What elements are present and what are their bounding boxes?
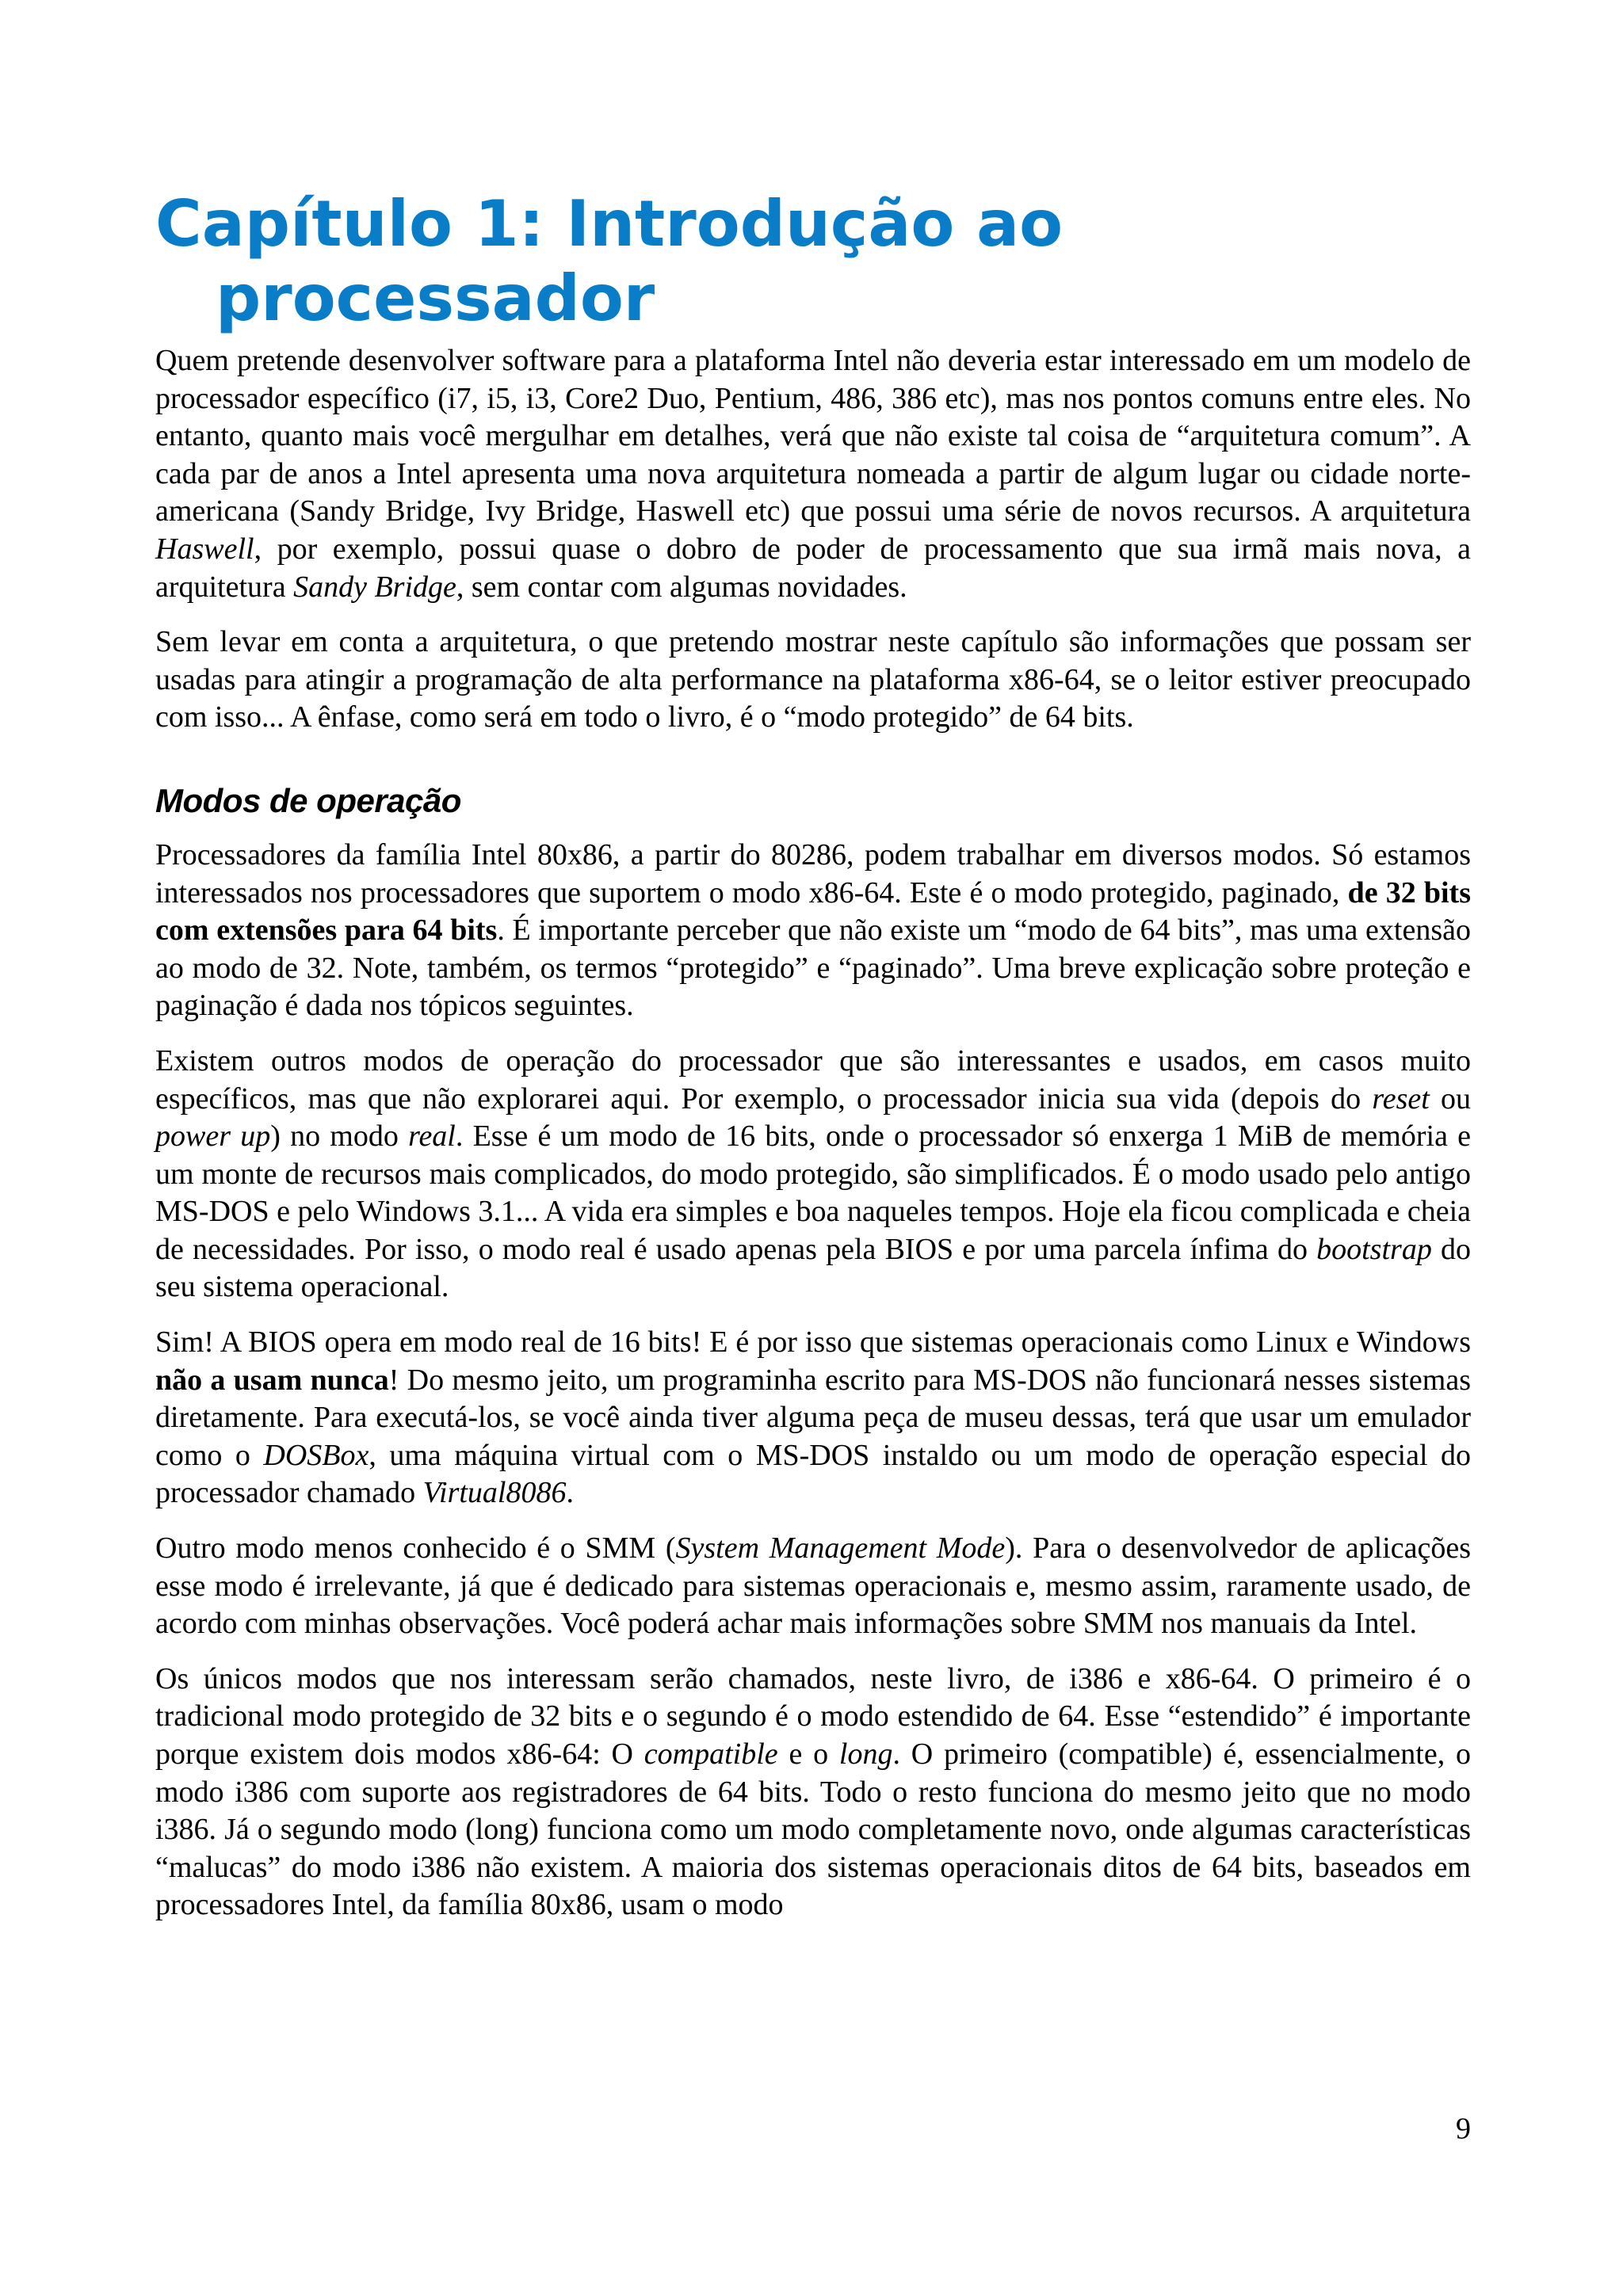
- text-run: Processadores da família Intel 80x86, a partir do 80286, podem trabalhar em diversos modos. Só estamos interessados nos processadores que suportem o modo x86-64. Este é o modo protegido, paginado,: [155, 837, 1471, 910]
- paragraph: [155, 1324, 1471, 1512]
- italic-text: DOSBox: [263, 1438, 369, 1472]
- text-run: , por exemplo, possui quase o dobro de poder de processamento que sua irmã mais nova, a arquitetura: [155, 532, 1471, 604]
- italic-text: real: [408, 1119, 456, 1154]
- paragraph: [155, 837, 1471, 1025]
- italic-text: power up: [155, 1119, 271, 1154]
- section-body: [155, 837, 1471, 1924]
- text-run: Sem levar em conta a arquitetura, o que pretendo mostrar neste capítulo são informações que possam ser usadas para atingir a programação de alta performance na plataforma x86-64, se o leitor estiver preocupado com isso... A ênfase, como será em todo o livro, é o “modo protegido” de 64 bits.: [155, 625, 1471, 734]
- text-run: Os únicos modos que nos interessam serão chamados, neste livro, de i386 e x86-64. O primeiro é o tradicional modo protegido de 32 bits e o segundo é o modo estendido de 64. Esse “estendido” é importante porque existem dois modos x86-64: O: [155, 1661, 1471, 1771]
- chapter-title: Capítulo 1: Introdução ao processador: [155, 187, 1064, 335]
- italic-text: long: [838, 1737, 893, 1771]
- bold-text: não a usam nunca: [155, 1363, 389, 1397]
- text-run: . Esse é um modo de 16 bits, onde o processador só enxerga 1 MiB de memória e um monte de recursos mais complicados, do modo protegido, são simplificados. É o modo usado pelo antigo MS-DOS e pelo Windows 3.1... A vida era simples e boa naqueles tempos. Hoje ela ficou complicada e cheia de necessidades. Por isso, o modo real é usado apenas pela BIOS e por uma parcela ínfima do: [155, 1119, 1472, 1266]
- bold-text: de 32 bits com extensões para 64 bits: [155, 875, 1471, 948]
- italic-text: System Management Mode: [675, 1531, 1006, 1566]
- text-run: ). Para o desenvolvedor de aplicações esse modo é irrelevante, já que é dedicado para sistemas operacionais e, mesmo assim, raramente usado, de acordo com minhas observações. Você poderá achar mais informações sobre SMM nos manuais da Intel.: [155, 1531, 1472, 1641]
- italic-text: reset: [1372, 1081, 1430, 1116]
- text-run: , uma máquina virtual com o MS-DOS instaldo ou um modo de operação especial do processador chamado: [155, 1438, 1471, 1510]
- italic-text: Virtual8086: [422, 1476, 567, 1510]
- intro-section: [155, 342, 1471, 737]
- text-run: Quem pretende desenvolver software para a plataforma Intel não deveria estar interessado em um modelo de processador específico (i7, i5, i3, Core2 Duo, Pentium, 486, 386 etc), mas nos pontos comuns entre eles. No entanto, quanto mais você mergulhar em detalhes, verá que não existe tal coisa de “arquitetura comum”. A cada par de anos a Intel apresenta uma nova arquitetura nomeada a partir de algum lugar ou cidade norte-americana (Sandy Bridge, Ivy Bridge, Haswell etc) que possui uma série de novos recursos. A arquitetura: [155, 344, 1471, 528]
- paragraph: [155, 1530, 1471, 1643]
- paragraph: [155, 1661, 1471, 1924]
- text-run: , sem contar com algumas novidades.: [456, 570, 907, 604]
- page-number: 9: [1456, 2112, 1471, 2145]
- italic-text: Haswell: [155, 532, 254, 566]
- text-run: Existem outros modos de operação do processador que são interessantes e usados, em casos muito específicos, mas que não explorarei aqui. Por exemplo, o processador inicia sua vida (depois do: [155, 1043, 1471, 1116]
- text-run: ou: [1429, 1081, 1472, 1116]
- text-run: Sim! A BIOS opera em modo real de 16 bits! E é por isso que sistemas operacionais como Linux e Windows: [155, 1325, 1471, 1360]
- text-run: . O primeiro (compatible) é, essencialmente, o modo i386 com suporte aos registradores de 64 bits. Todo o resto funciona do mesmo jeito que no modo i386. Já o segundo modo (long) funciona como um modo completamente novo, onde algumas características “malucas” do modo i386 não existem. A maioria dos sistemas operacionais ditos de 64 bits, baseados em processadores Intel, da família 80x86, usam o modo: [155, 1737, 1471, 1922]
- paragraph: [155, 1043, 1471, 1306]
- section-title: Modos de operação: [155, 781, 461, 819]
- text-run: . É importante perceber que não existe um “modo de 64 bits”, mas uma extensão ao modo de 32. Note, também, os termos “protegido” e “paginado”. Uma breve explicação sobre proteção e paginação é dada nos tópicos seguintes.: [155, 913, 1472, 1023]
- paragraph: [155, 624, 1471, 737]
- page-content: [155, 187, 1471, 1942]
- text-run: do seu sistema operacional.: [155, 1232, 1471, 1304]
- italic-text: compatible: [643, 1737, 778, 1771]
- text-run: ! Do mesmo jeito, um programinha escrito para MS-DOS não funcionará nesses sistemas diretamente. Para executá-los, se você ainda tiver alguma peça de museu dessas, terá que usar um emulador como o: [155, 1363, 1471, 1472]
- text-run: .: [566, 1476, 574, 1510]
- text-run: Outro modo menos conhecido é o SMM (: [155, 1531, 676, 1566]
- text-run: e o: [777, 1737, 839, 1771]
- italic-text: bootstrap: [1316, 1232, 1432, 1266]
- italic-text: Sandy Bridge: [293, 570, 456, 604]
- text-run: ) no modo: [270, 1119, 409, 1154]
- paragraph: [155, 342, 1471, 606]
